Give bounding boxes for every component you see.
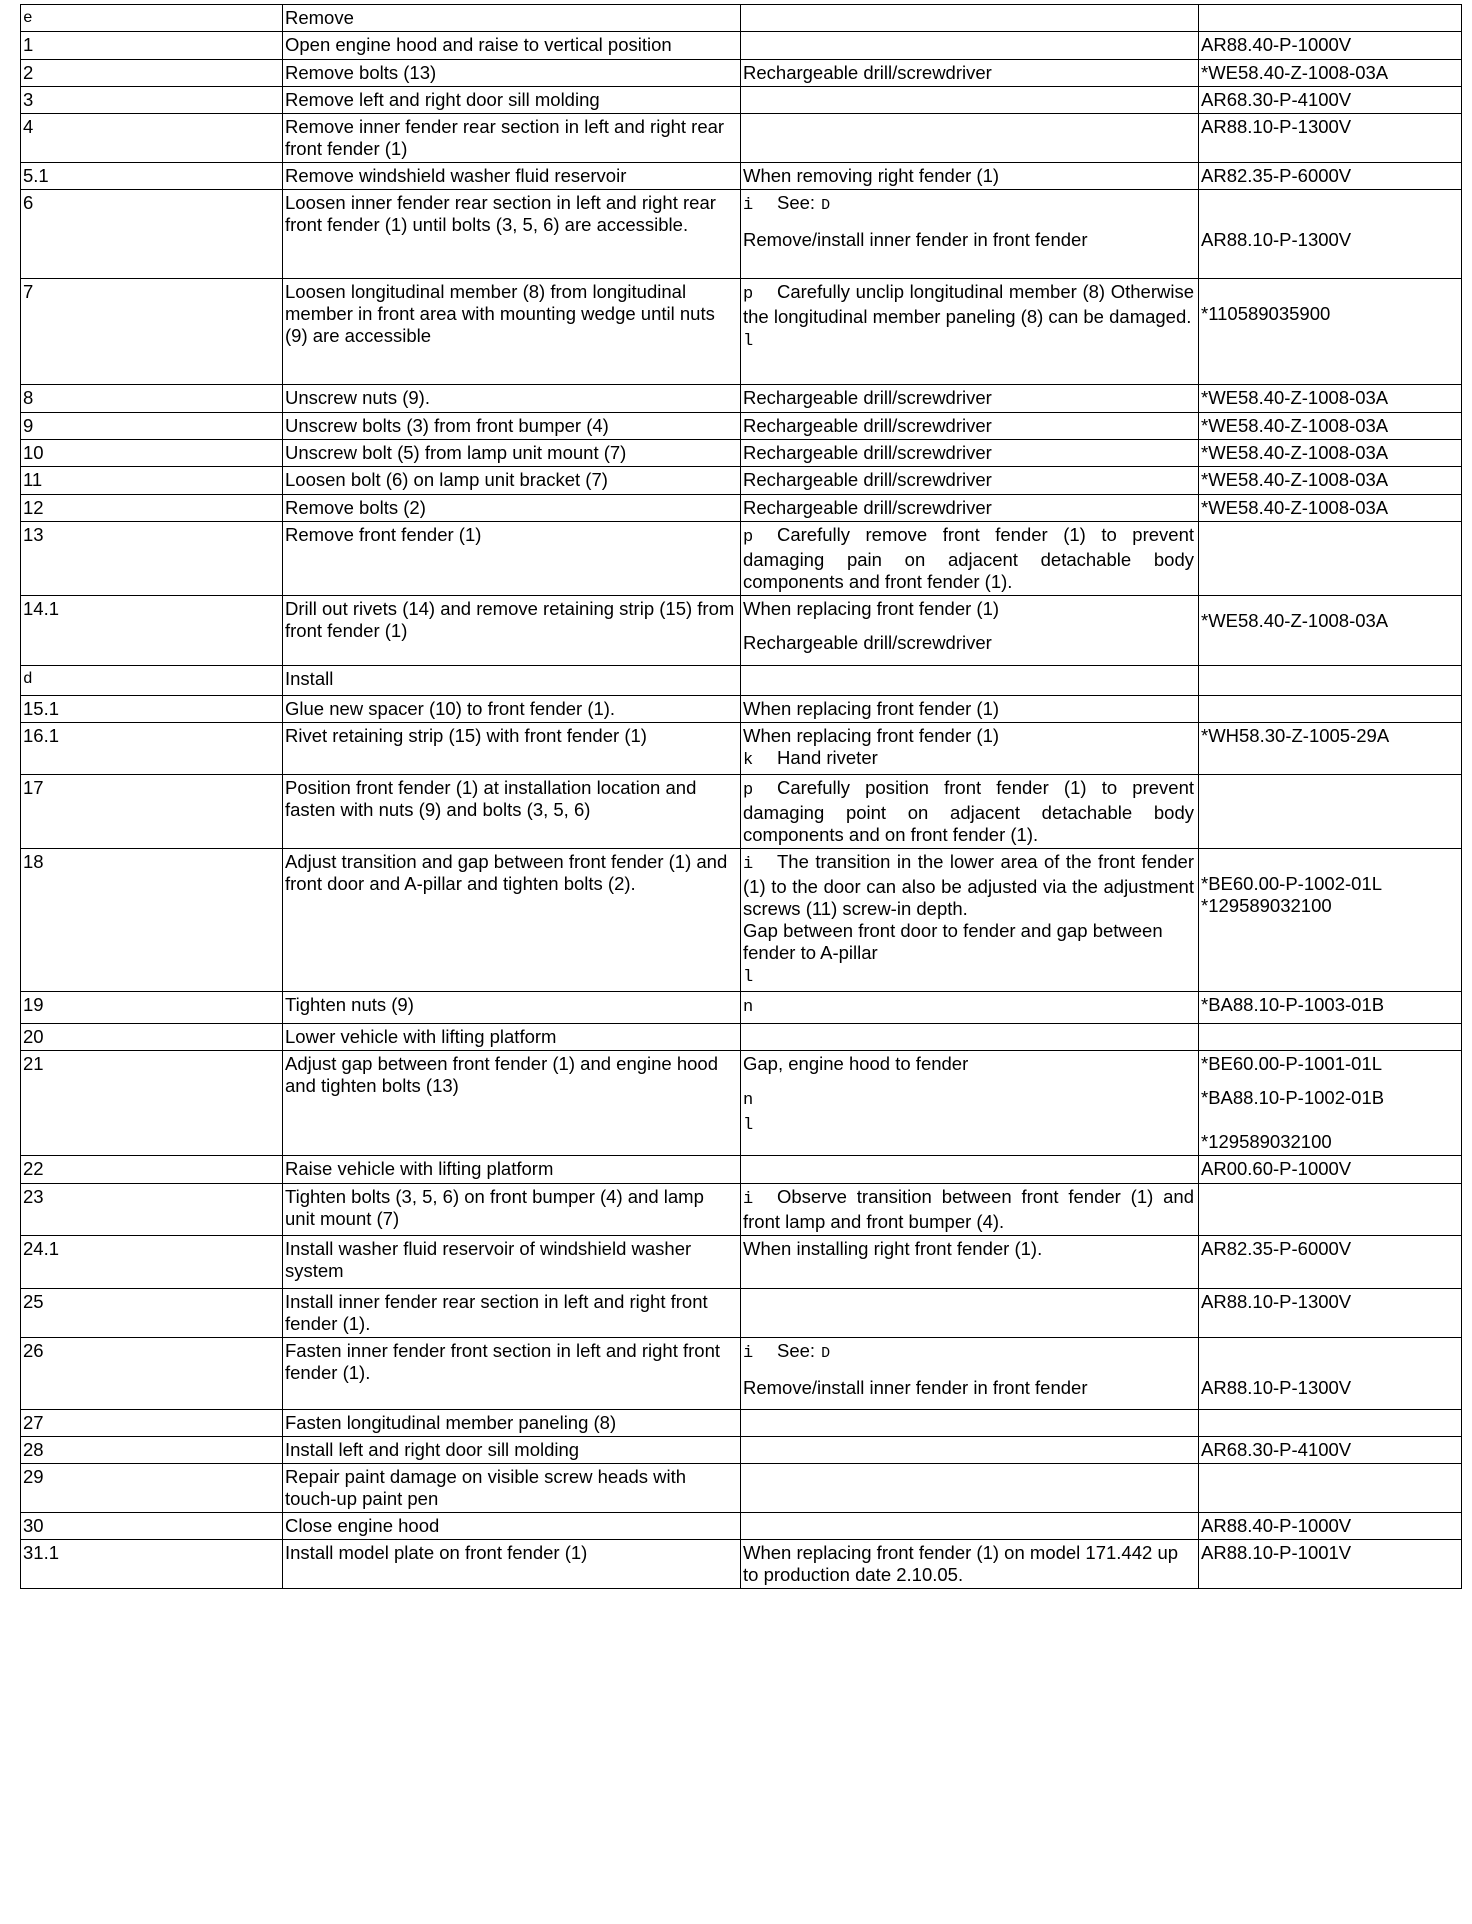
step-reference [1199, 522, 1462, 596]
reference-code[interactable]: AR88.10-P-1001V [1201, 1542, 1352, 1563]
reference-code[interactable]: *BE60.00-P-1001-01L [1201, 1053, 1383, 1074]
note-text: Gap between front door to fender and gap between fender to A-pillar [743, 920, 1163, 963]
step-reference [1199, 992, 1462, 1024]
note-line [743, 62, 1194, 84]
note-text: See: [777, 1340, 816, 1361]
step-number: 19 [21, 992, 283, 1024]
note-line [743, 994, 1194, 1019]
step-number: 12 [21, 495, 283, 522]
step-row [21, 723, 1462, 775]
note-line [743, 1542, 1194, 1586]
step-notes [741, 1156, 1199, 1184]
reference-code[interactable]: *WE58.40-Z-1008-03A [1201, 442, 1389, 463]
reference-code[interactable]: *WE58.40-Z-1008-03A [1201, 62, 1389, 83]
step-action: Tighten nuts (9) [283, 992, 741, 1024]
note-text: Rechargeable drill/screwdriver [743, 469, 992, 490]
step-number: 31.1 [21, 1540, 283, 1589]
reference-code[interactable]: AR68.30-P-4100V [1201, 89, 1352, 110]
step-reference [1199, 1236, 1462, 1289]
step-row [21, 1184, 1462, 1236]
step-notes [741, 279, 1199, 385]
step-notes [741, 5, 1199, 32]
see-reference[interactable]: D [821, 197, 831, 214]
step-notes [741, 1540, 1199, 1589]
step-number: d [21, 666, 283, 696]
step-number: 29 [21, 1464, 283, 1513]
step-action: Drill out rivets (14) and remove retaining strip (15) from front fender (1) [283, 596, 741, 666]
step-notes [741, 440, 1199, 467]
step-notes [741, 190, 1199, 279]
reference-code[interactable]: *129589032100 [1201, 895, 1332, 916]
step-row [21, 60, 1462, 87]
step-number: 7 [21, 279, 283, 385]
step-action: Repair paint damage on visible screw heads with touch-up paint pen [283, 1464, 741, 1513]
note-text: Remove/install inner fender in front fender [743, 1377, 1088, 1398]
step-reference [1199, 1513, 1462, 1540]
step-notes [741, 413, 1199, 440]
note-symbol-icon: i [743, 855, 754, 874]
step-action: Unscrew bolts (3) from front bumper (4) [283, 413, 741, 440]
reference-code[interactable]: *WE58.40-Z-1008-03A [1201, 497, 1389, 518]
step-notes [741, 1236, 1199, 1289]
step-action: Raise vehicle with lifting platform [283, 1156, 741, 1184]
note-symbol-icon: i [743, 1190, 754, 1209]
step-reference [1199, 1156, 1462, 1184]
step-row [21, 1338, 1462, 1410]
step-reference [1199, 775, 1462, 849]
section-row [21, 666, 1462, 696]
step-row [21, 385, 1462, 413]
step-row [21, 1156, 1462, 1184]
reference-code[interactable]: *110589035900 [1201, 303, 1331, 324]
note-line [743, 1238, 1194, 1260]
note-text: Remove/install inner fender in front fender [743, 229, 1088, 250]
note-line [743, 165, 1194, 187]
note-line [743, 387, 1194, 409]
step-notes [741, 1338, 1199, 1410]
step-number: 17 [21, 775, 283, 849]
note-line [743, 442, 1194, 464]
step-reference [1199, 60, 1462, 87]
step-reference [1199, 190, 1462, 279]
note-line [743, 192, 1194, 217]
step-row [21, 1051, 1462, 1156]
step-notes [741, 596, 1199, 666]
note-symbol-icon: n [743, 1091, 754, 1110]
step-row [21, 163, 1462, 190]
step-number: 3 [21, 87, 283, 114]
step-reference [1199, 1437, 1462, 1464]
step-row [21, 1513, 1462, 1540]
note-line [743, 1112, 1194, 1137]
step-notes [741, 992, 1199, 1024]
note-line [743, 632, 1194, 654]
reference-code[interactable]: AR68.30-P-4100V [1201, 1439, 1352, 1460]
note-text: When replacing front fender (1) [743, 598, 1000, 619]
step-action: Remove windshield washer fluid reservoir [283, 163, 741, 190]
step-action: Tighten bolts (3, 5, 6) on front bumper (4) and lamp unit mount (7) [283, 1184, 741, 1236]
step-row [21, 849, 1462, 992]
step-reference [1199, 666, 1462, 696]
step-number: 24.1 [21, 1236, 283, 1289]
note-line [743, 328, 1194, 353]
note-text: When installing right front fender (1). [743, 1238, 1043, 1259]
note-text: Carefully unclip longitudinal member (8) Otherwise the longitudinal member paneling (8) can be damaged. [743, 281, 1194, 327]
note-line [743, 281, 1194, 328]
see-reference[interactable]: D [821, 1345, 831, 1362]
note-symbol-icon: l [743, 332, 754, 351]
step-notes [741, 775, 1199, 849]
note-text: Rechargeable drill/screwdriver [743, 632, 992, 653]
reference-code[interactable]: *WE58.40-Z-1008-03A [1201, 610, 1389, 631]
step-row [21, 279, 1462, 385]
step-row [21, 1437, 1462, 1464]
note-line [743, 598, 1194, 620]
reference-code[interactable]: *BA88.10-P-1003-01B [1201, 994, 1385, 1015]
step-notes [741, 114, 1199, 163]
note-text: Hand riveter [777, 747, 878, 768]
note-text: When replacing front fender (1) on model 171.442 up to production date 2.10.05. [743, 1542, 1179, 1585]
step-reference [1199, 1024, 1462, 1051]
step-row [21, 1410, 1462, 1437]
step-action: Rivet retaining strip (15) with front fender (1) [283, 723, 741, 775]
step-action: Open engine hood and raise to vertical position [283, 32, 741, 60]
note-line [743, 725, 1194, 747]
step-number: 9 [21, 413, 283, 440]
step-action: Install model plate on front fender (1) [283, 1540, 741, 1589]
step-action: Glue new spacer (10) to front fender (1). [283, 696, 741, 723]
step-reference [1199, 1464, 1462, 1513]
note-line [743, 1186, 1194, 1233]
step-row [21, 1464, 1462, 1513]
reference-code[interactable]: AR88.10-P-1300V [1201, 1291, 1352, 1312]
step-notes [741, 1513, 1199, 1540]
step-reference [1199, 114, 1462, 163]
step-action: Close engine hood [283, 1513, 741, 1540]
step-reference [1199, 1289, 1462, 1338]
step-reference [1199, 1338, 1462, 1410]
reference-code[interactable]: AR88.40-P-1000V [1201, 34, 1352, 55]
step-reference [1199, 413, 1462, 440]
step-row [21, 522, 1462, 596]
note-line [743, 469, 1194, 491]
step-reference [1199, 1051, 1462, 1156]
step-notes [741, 87, 1199, 114]
step-notes [741, 495, 1199, 522]
step-row [21, 1236, 1462, 1289]
step-number: 8 [21, 385, 283, 413]
step-number: 4 [21, 114, 283, 163]
note-symbol-icon: p [743, 528, 754, 547]
step-notes [741, 723, 1199, 775]
step-action: Adjust gap between front fender (1) and engine hood and tighten bolts (13) [283, 1051, 741, 1156]
reference-code[interactable]: *WE58.40-Z-1008-03A [1201, 469, 1389, 490]
step-notes [741, 666, 1199, 696]
step-number: 2 [21, 60, 283, 87]
note-text: When replacing front fender (1) [743, 725, 1000, 746]
step-number: 10 [21, 440, 283, 467]
procedure-table-body [21, 5, 1462, 1589]
step-number: 16.1 [21, 723, 283, 775]
reference-code[interactable]: *129589032100 [1201, 1131, 1332, 1152]
step-reference [1199, 5, 1462, 32]
note-line [743, 777, 1194, 846]
step-notes [741, 1289, 1199, 1338]
reference-code[interactable]: *BE60.00-P-1002-01L [1201, 873, 1383, 894]
step-number: 11 [21, 467, 283, 495]
step-action: Lower vehicle with lifting platform [283, 1024, 741, 1051]
step-number: 21 [21, 1051, 283, 1156]
step-number: 18 [21, 849, 283, 992]
note-line [743, 920, 1194, 964]
step-notes [741, 467, 1199, 495]
step-number: 27 [21, 1410, 283, 1437]
step-action: Install washer fluid reservoir of windshield washer system [283, 1236, 741, 1289]
note-text: Carefully position front fender (1) to prevent damaging point on adjacent detachable body components and on front fender (1). [743, 777, 1194, 845]
note-symbol-icon: p [743, 781, 754, 800]
note-symbol-icon: l [743, 968, 754, 987]
reference-code[interactable]: AR88.10-P-1300V [1201, 1377, 1352, 1398]
note-text: Gap, engine hood to fender [743, 1053, 969, 1074]
note-text: Rechargeable drill/screwdriver [743, 62, 992, 83]
note-text: Rechargeable drill/screwdriver [743, 442, 992, 463]
step-reference [1199, 467, 1462, 495]
note-line [743, 497, 1194, 519]
step-action: Remove bolts (2) [283, 495, 741, 522]
note-line [743, 1087, 1194, 1112]
step-reference [1199, 440, 1462, 467]
step-number: 30 [21, 1513, 283, 1540]
note-line [743, 1340, 1194, 1365]
step-action: Remove inner fender rear section in left and right rear front fender (1) [283, 114, 741, 163]
step-row [21, 696, 1462, 723]
step-number: 15.1 [21, 696, 283, 723]
reference-code[interactable]: AR82.35-P-6000V [1201, 165, 1352, 186]
note-symbol-icon: l [743, 1116, 754, 1135]
step-notes [741, 1051, 1199, 1156]
step-row [21, 596, 1462, 666]
step-number: 23 [21, 1184, 283, 1236]
step-row [21, 1024, 1462, 1051]
step-reference [1199, 696, 1462, 723]
step-reference [1199, 279, 1462, 385]
note-line [743, 964, 1194, 989]
note-text: Rechargeable drill/screwdriver [743, 387, 992, 408]
step-action: Remove bolts (13) [283, 60, 741, 87]
step-number: 26 [21, 1338, 283, 1410]
step-reference [1199, 849, 1462, 992]
step-reference [1199, 163, 1462, 190]
note-text: When removing right fender (1) [743, 165, 1000, 186]
step-notes [741, 1184, 1199, 1236]
step-reference [1199, 1540, 1462, 1589]
step-action: Loosen longitudinal member (8) from longitudinal member in front area with mounting wedge until nuts (9) are accessible [283, 279, 741, 385]
note-symbol-icon: k [743, 751, 754, 770]
note-text: Observe transition between front fender (1) and front lamp and front bumper (4). [743, 1186, 1194, 1232]
step-notes [741, 1410, 1199, 1437]
procedure-table [20, 4, 1462, 1589]
step-number: 13 [21, 522, 283, 596]
step-notes [741, 522, 1199, 596]
reference-code[interactable]: *WE58.40-Z-1008-03A [1201, 387, 1389, 408]
step-notes [741, 385, 1199, 413]
reference-code[interactable]: *WH58.30-Z-1005-29A [1201, 725, 1390, 746]
step-action: Loosen inner fender rear section in left and right rear front fender (1) until bolts (3, 5, 6) are accessible. [283, 190, 741, 279]
reference-code[interactable]: AR88.10-P-1300V [1201, 229, 1352, 250]
step-row [21, 190, 1462, 279]
step-reference [1199, 1184, 1462, 1236]
step-action: Unscrew nuts (9). [283, 385, 741, 413]
reference-code[interactable]: *WE58.40-Z-1008-03A [1201, 415, 1389, 436]
step-action: Remove front fender (1) [283, 522, 741, 596]
note-symbol-icon: p [743, 285, 754, 304]
step-number: 14.1 [21, 596, 283, 666]
note-symbol-icon: n [743, 998, 754, 1017]
step-action: Fasten inner fender front section in left and right front fender (1). [283, 1338, 741, 1410]
note-line [743, 851, 1194, 920]
step-number: 6 [21, 190, 283, 279]
step-action: Fasten longitudinal member paneling (8) [283, 1410, 741, 1437]
step-row [21, 87, 1462, 114]
step-notes [741, 696, 1199, 723]
step-number: 22 [21, 1156, 283, 1184]
reference-code[interactable]: AR88.40-P-1000V [1201, 1515, 1352, 1536]
step-reference [1199, 385, 1462, 413]
step-row [21, 467, 1462, 495]
note-symbol-icon: i [743, 1344, 754, 1363]
step-action: Remove [283, 5, 741, 32]
step-action: Install left and right door sill molding [283, 1437, 741, 1464]
step-action: Install [283, 666, 741, 696]
step-reference [1199, 723, 1462, 775]
step-action: Adjust transition and gap between front fender (1) and front door and A-pillar and tighten bolts (2). [283, 849, 741, 992]
note-text: See: [777, 192, 816, 213]
note-line [743, 1053, 1194, 1075]
note-line [743, 229, 1194, 251]
reference-code[interactable]: AR82.35-P-6000V [1201, 1238, 1352, 1259]
note-line [743, 524, 1194, 593]
note-text: Rechargeable drill/screwdriver [743, 415, 992, 436]
step-number: 20 [21, 1024, 283, 1051]
step-action: Remove left and right door sill molding [283, 87, 741, 114]
reference-code[interactable]: AR88.10-P-1300V [1201, 116, 1352, 137]
step-row [21, 440, 1462, 467]
step-notes [741, 32, 1199, 60]
step-notes [741, 1464, 1199, 1513]
step-action: Position front fender (1) at installation location and fasten with nuts (9) and bolts (3, 5, 6) [283, 775, 741, 849]
step-notes [741, 849, 1199, 992]
note-line [743, 698, 1194, 720]
step-notes [741, 60, 1199, 87]
note-line [743, 1377, 1194, 1399]
reference-code[interactable]: AR00.60-P-1000V [1201, 1158, 1352, 1179]
step-number: 25 [21, 1289, 283, 1338]
step-number: e [21, 5, 283, 32]
step-action: Install inner fender rear section in left and right front fender (1). [283, 1289, 741, 1338]
note-line [743, 415, 1194, 437]
step-reference [1199, 495, 1462, 522]
step-number: 28 [21, 1437, 283, 1464]
step-row [21, 32, 1462, 60]
step-number: 1 [21, 32, 283, 60]
step-notes [741, 1024, 1199, 1051]
note-text: The transition in the lower area of the front fender (1) to the door can also be adjusted via the adjustment screws (11) screw-in depth. [743, 851, 1194, 919]
step-action: Unscrew bolt (5) from lamp unit mount (7) [283, 440, 741, 467]
step-number: 5.1 [21, 163, 283, 190]
step-action: Loosen bolt (6) on lamp unit bracket (7) [283, 467, 741, 495]
step-reference [1199, 596, 1462, 666]
note-line [743, 747, 1194, 772]
note-symbol-icon: i [743, 196, 754, 215]
step-row [21, 114, 1462, 163]
section-row [21, 5, 1462, 32]
step-row [21, 775, 1462, 849]
step-row [21, 992, 1462, 1024]
step-row [21, 1540, 1462, 1589]
step-notes [741, 1437, 1199, 1464]
step-notes [741, 163, 1199, 190]
note-text: Rechargeable drill/screwdriver [743, 497, 992, 518]
step-row [21, 495, 1462, 522]
step-reference [1199, 87, 1462, 114]
step-row [21, 1289, 1462, 1338]
step-reference [1199, 1410, 1462, 1437]
note-text: When replacing front fender (1) [743, 698, 1000, 719]
step-reference [1199, 32, 1462, 60]
step-row [21, 413, 1462, 440]
note-text: Carefully remove front fender (1) to prevent damaging pain on adjacent detachable body components and front fender (1). [743, 524, 1194, 592]
reference-code[interactable]: *BA88.10-P-1002-01B [1201, 1087, 1385, 1108]
